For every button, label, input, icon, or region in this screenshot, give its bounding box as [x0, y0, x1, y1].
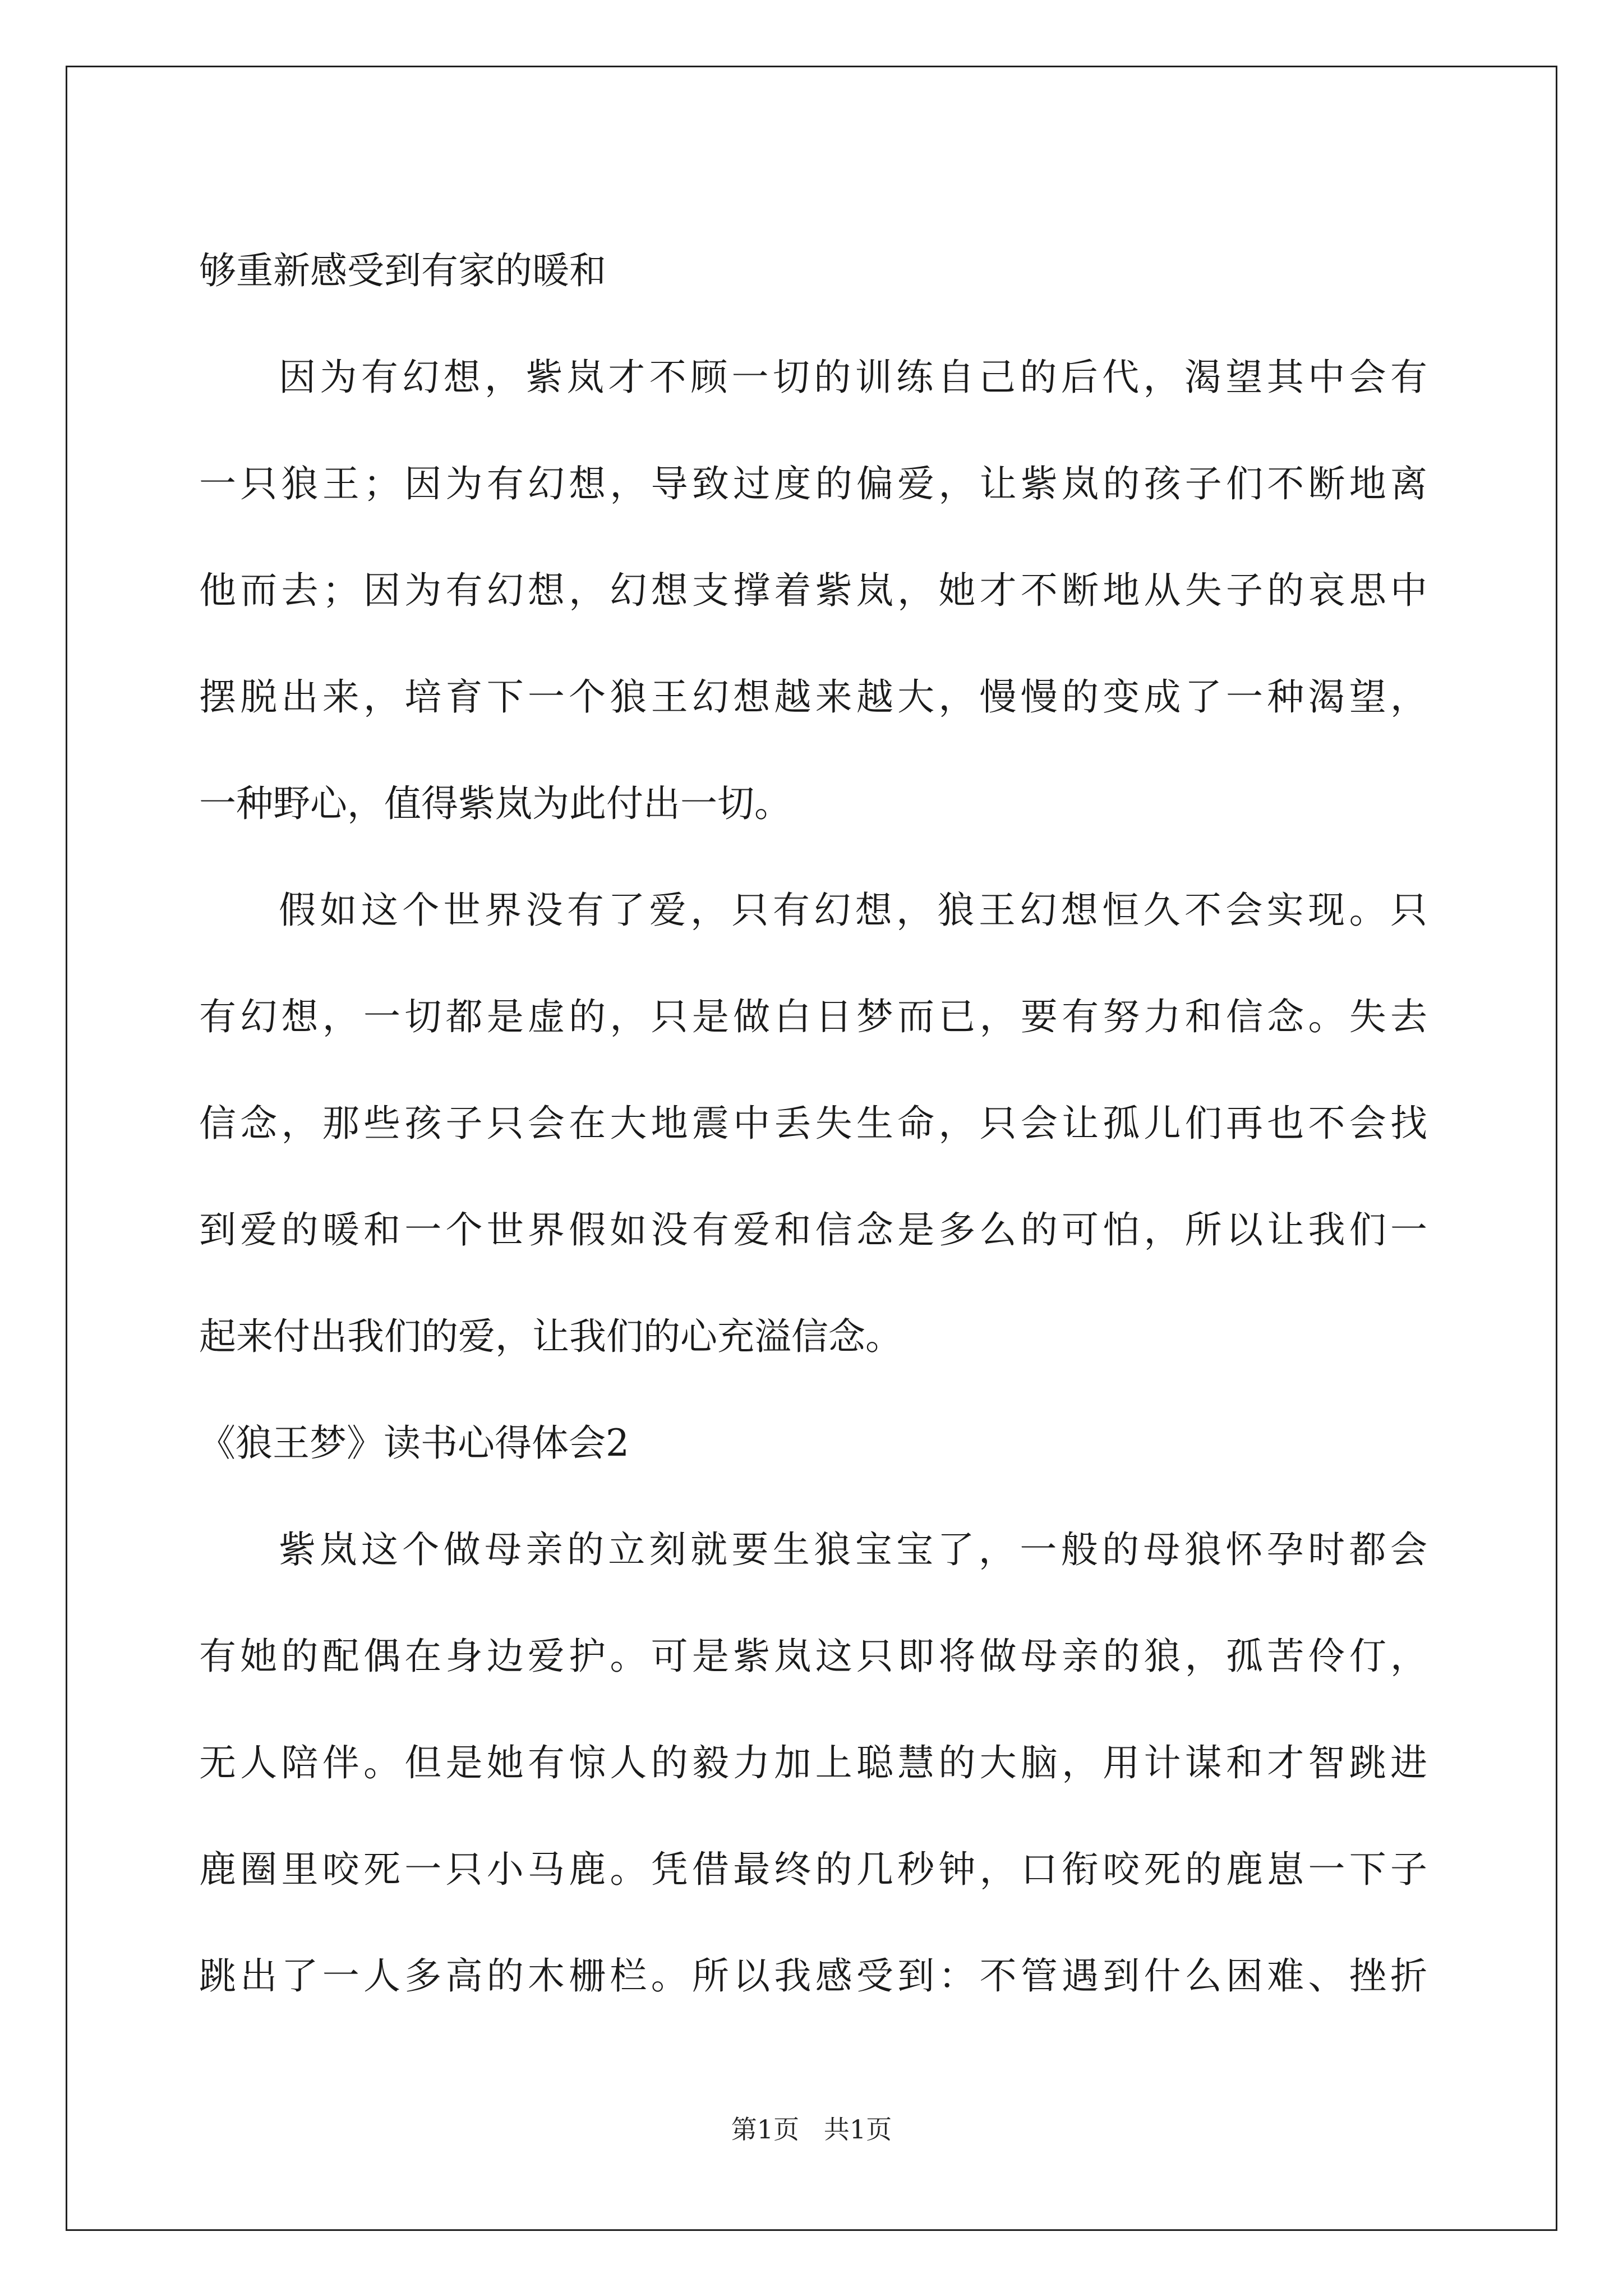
text-line: 他而去；因为有幻想，幻想支撑着紫岚，她才不断地从失子的哀思中: [199, 569, 1427, 612]
text-line: 够重新感受到有家的暖和: [199, 249, 606, 292]
text-line: 起来付出我们的爱，让我们的心充溢信念。: [199, 1315, 902, 1358]
text-line: 有幻想，一切都是虚的，只是做白日梦而已，要有努力和信念。失去: [199, 995, 1427, 1038]
text-line: 到爱的暖和一个世界假如没有爱和信念是多么的可怕，所以让我们一: [199, 1208, 1427, 1251]
paragraph-start-line: 假如这个世界没有了爱，只有幻想，狼王幻想恒久不会实现。只: [279, 889, 1427, 932]
text-line: 信念，那些孩子只会在大地震中丢失生命，只会让孤儿们再也不会找: [199, 1102, 1427, 1145]
text-line: 有她的配偶在身边爱护。可是紫岚这只即将做母亲的狼，孤苦伶仃，: [199, 1635, 1427, 1678]
page-footer: 第1页 共1页: [731, 2114, 892, 2145]
text-line: 摆脱出来，培育下一个狼王幻想越来越大，慢慢的变成了一种渴望，: [199, 675, 1427, 719]
section-heading: 《狼王梦》读书心得体会2: [199, 1421, 629, 1465]
paragraph-start-line: 因为有幻想，紫岚才不顾一切的训练自己的后代，渴望其中会有: [279, 356, 1427, 399]
paragraph-start-line: 紫岚这个做母亲的立刻就要生狼宝宝了，一般的母狼怀孕时都会: [279, 1528, 1427, 1571]
text-line: 鹿圈里咬死一只小马鹿。凭借最终的几秒钟，口衔咬死的鹿崽一下子: [199, 1848, 1427, 1891]
text-line: 一只狼王；因为有幻想，导致过度的偏爱，让紫岚的孩子们不断地离: [199, 462, 1427, 505]
document-body: [199, 218, 1427, 2030]
text-line: 无人陪伴。但是她有惊人的毅力加上聪慧的大脑，用计谋和才智跳进: [199, 1741, 1427, 1784]
text-line: 跳出了一人多高的木栅栏。所以我感受到：不管遇到什么困难、挫折: [199, 1954, 1427, 1998]
text-line: 一种野心，值得紫岚为此付出一切。: [199, 782, 791, 825]
